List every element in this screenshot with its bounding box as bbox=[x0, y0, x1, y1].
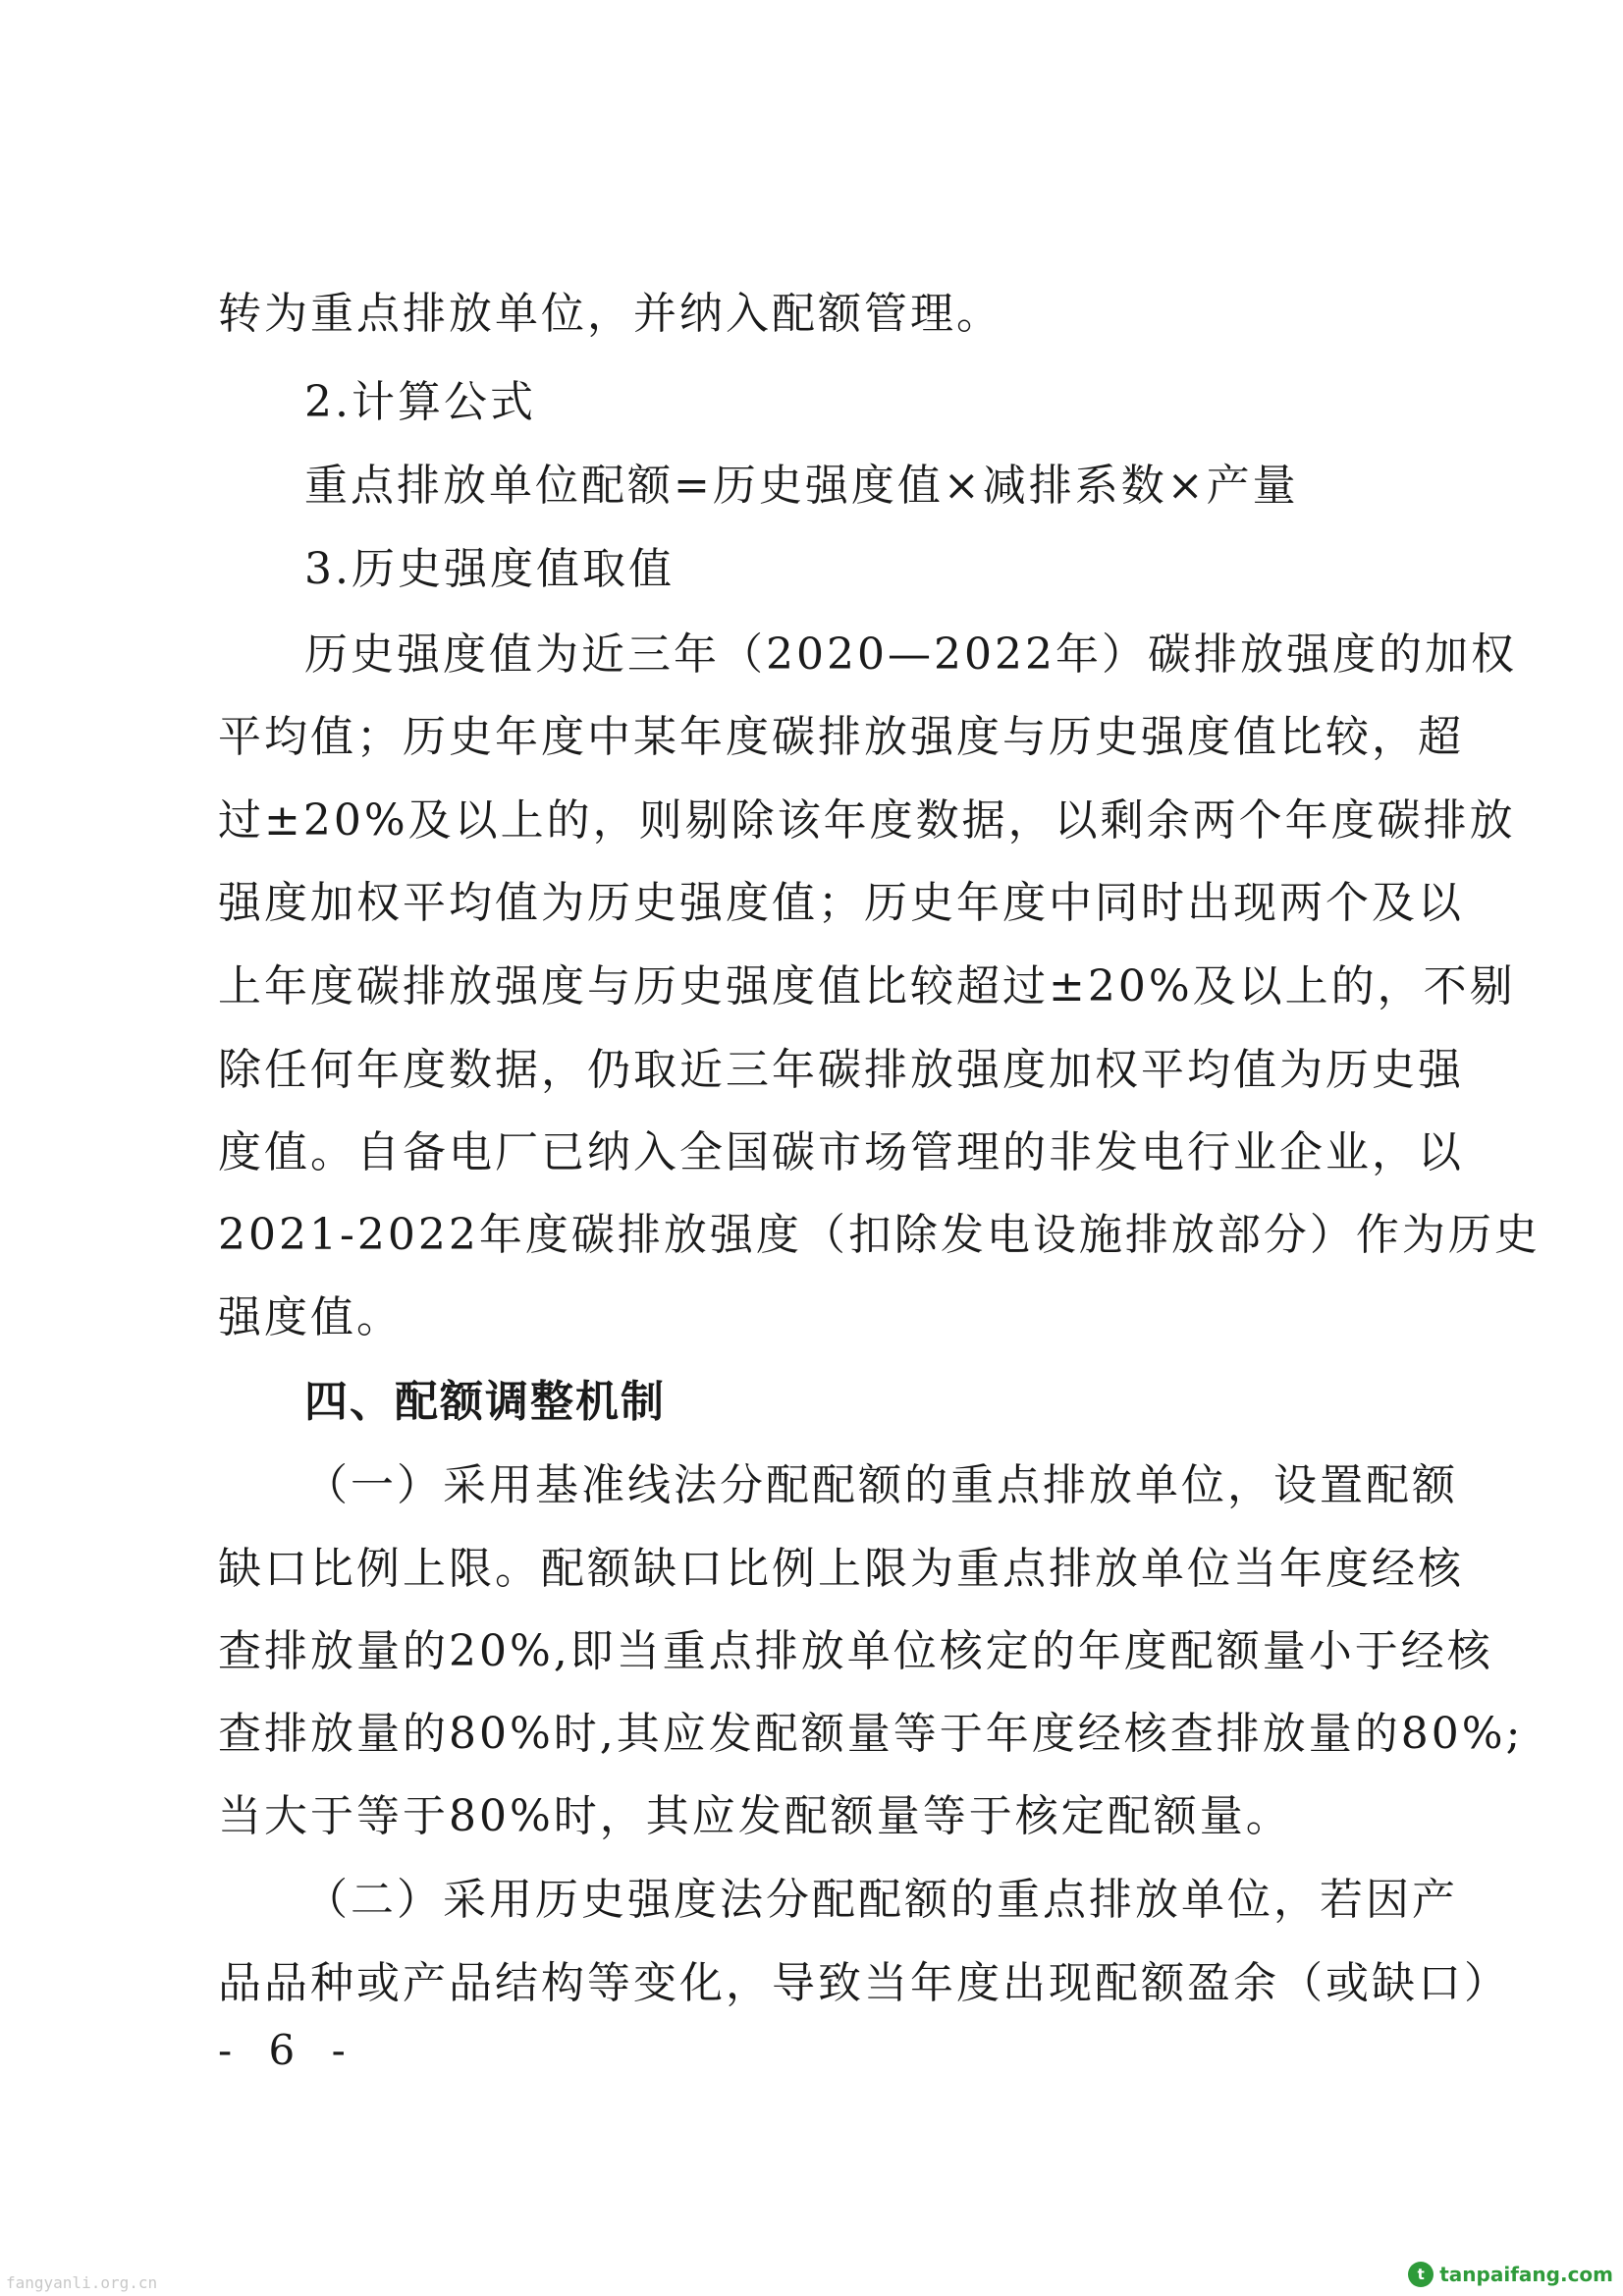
paragraph-line: 度值。自备电厂已纳入全国碳市场管理的非发电行业企业，以 bbox=[218, 1127, 1464, 1177]
paragraph-line: （一）采用基准线法分配配额的重点排放单位，设置配额 bbox=[304, 1460, 1458, 1510]
section-subheading: 2.计算公式 bbox=[304, 377, 536, 427]
paragraph-line: 强度加权平均值为历史强度值；历史年度中同时出现两个及以 bbox=[218, 878, 1464, 928]
paragraph-line: 平均值；历史年度中某年度碳排放强度与历史强度值比较，超 bbox=[218, 712, 1464, 762]
formula-line: 重点排放单位配额=历史强度值×减排系数×产量 bbox=[304, 461, 1299, 511]
paragraph-line: 除任何年度数据，仍取近三年碳排放强度加权平均值为历史强 bbox=[218, 1045, 1464, 1095]
paragraph-line: 历史强度值为近三年（2020—2022年）碳排放强度的加权 bbox=[304, 629, 1517, 680]
paragraph-line: （二）采用历史强度法分配配额的重点排放单位，若因产 bbox=[304, 1875, 1458, 1925]
section-subheading: 3.历史强度值取值 bbox=[304, 544, 675, 594]
paragraph-line: 缺口比例上限。配额缺口比例上限为重点排放单位当年度经核 bbox=[218, 1544, 1464, 1594]
paragraph-line: 品品种或产品结构等变化，导致当年度出现配额盈余（或缺口） bbox=[218, 1958, 1510, 2008]
paragraph-line: 强度值。 bbox=[218, 1292, 403, 1342]
paragraph-line: 2021-2022年度碳排放强度（扣除发电设施排放部分）作为历史 bbox=[218, 1210, 1541, 1260]
paragraph-line: 查排放量的20%,即当重点排放单位核定的年度配额量小于经核 bbox=[218, 1626, 1493, 1676]
paragraph-line: 上年度碳排放强度与历史强度值比较超过±20%及以上的，不剔 bbox=[218, 961, 1516, 1011]
page-number: - 6 - bbox=[218, 2026, 357, 2074]
brand-logo-icon: t bbox=[1408, 2262, 1434, 2287]
brand-site-text: tanpaifang.com bbox=[1439, 2263, 1613, 2286]
section-heading: 四、配额调整机制 bbox=[304, 1377, 666, 1427]
paragraph-line: 当大于等于80%时，其应发配额量等于核定配额量。 bbox=[218, 1791, 1292, 1841]
paragraph-line: 查排放量的80%时,其应发配额量等于年度经核查排放量的80%; bbox=[218, 1709, 1524, 1759]
source-watermark: fangyanli.org.cn bbox=[6, 2273, 158, 2292]
paragraph-line: 转为重点排放单位，并纳入配额管理。 bbox=[218, 289, 1002, 339]
paragraph-line: 过±20%及以上的，则剔除该年度数据，以剩余两个年度碳排放 bbox=[218, 795, 1516, 846]
brand-watermark bbox=[1408, 2259, 1613, 2290]
